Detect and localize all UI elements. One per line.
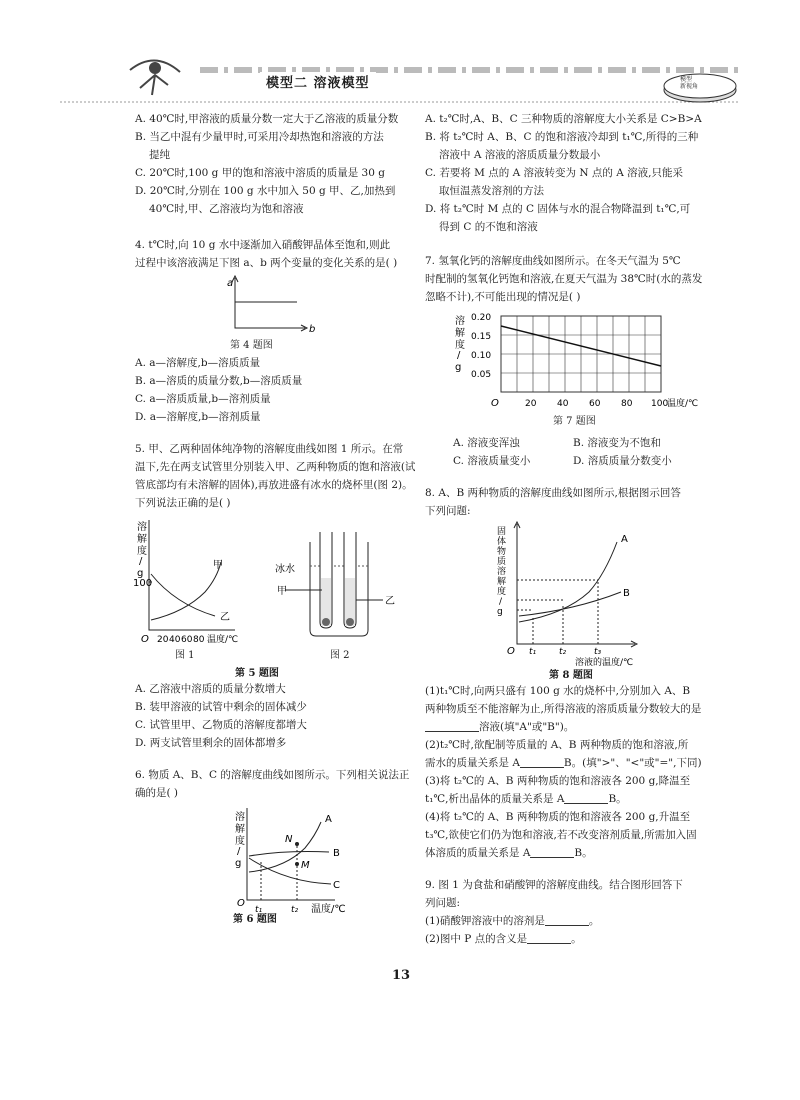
q8-line-fill: 体溶质的质量关系是 A B。 [425, 847, 593, 859]
svg-text:/: / [457, 350, 461, 361]
q7-ytick: 0.15 [471, 332, 492, 342]
q6-option: D. 将 t₂℃时 M 点的 C 固体与水的混合物降温到 t₁℃,可 [425, 203, 691, 215]
svg-text:g: g [137, 568, 144, 579]
q8-blank-4[interactable] [530, 845, 574, 858]
q5-option: B. 装甲溶液的试管中剩余的固体减少 [135, 701, 307, 713]
q6-figure [135, 802, 415, 927]
q9-line-fill: (1)硝酸钾溶液中的溶剂是 。 [425, 915, 600, 927]
svg-text:溶: 溶 [455, 316, 465, 327]
svg-text:溶: 溶 [235, 812, 245, 823]
header [60, 40, 740, 110]
q6-ylabel [235, 810, 245, 869]
q8-line: (2)t₂℃时,欲配制等质量的 A、B 两种物质的饱和溶液,所 [425, 739, 689, 751]
q4-axis-a: a [227, 278, 234, 289]
q5-fig1-y100: 100 [133, 578, 153, 589]
q5-stem: 5. 甲、乙两种固体纯净物的溶解度曲线如图 1 所示。在常 [135, 443, 404, 455]
q3-option: 提纯 [149, 149, 170, 161]
q7-stem: 7. 氢氧化钙的溶解度曲线如图所示。在冬天气温为 5℃ [425, 255, 681, 267]
q8-curve-a [519, 542, 617, 622]
q6-t1: t₁ [255, 905, 263, 915]
q3-option: B. 当乙中混有少量甲时,可采用冷却热饱和溶液的方法 [135, 131, 384, 143]
q7-option: B. 溶液变为不饱和 [573, 437, 661, 449]
q3-option: C. 20℃时,100 g 甲的饱和溶液中溶质的质量是 30 g [135, 167, 385, 179]
q5-fig2-beaker [285, 532, 383, 636]
q5-fig1-yi: 乙 [220, 612, 230, 623]
q5-figures [135, 512, 415, 680]
q8-blank-2[interactable] [520, 755, 564, 768]
q4-option: A. a—溶解度,b—溶质质量 [135, 357, 261, 369]
q9-stem: 列问题: [425, 897, 461, 909]
archer-logo-icon [130, 60, 180, 95]
svg-text:度: 度 [455, 340, 465, 351]
q9-blank-1[interactable] [545, 913, 589, 926]
q6-caption: 第 6 题图 [233, 914, 277, 925]
q5-fig1-caption: 图 1 [175, 650, 195, 661]
q6-option: 溶液中 A 溶液的溶质质量分数最小 [439, 149, 601, 161]
q5-fig2-ice: 冰水 [275, 564, 295, 575]
q7-stem: 忽略不计),不可能出现的情况是( ) [425, 291, 581, 303]
q4-figure [135, 272, 415, 354]
q7-origin: O [491, 398, 499, 409]
q8-label-b: B [623, 588, 630, 599]
q5-fig1-ylabel [137, 520, 147, 579]
q5-fig1-xtick: 60 [181, 635, 193, 645]
svg-text:度: 度 [497, 587, 507, 597]
q6-curve-b [249, 852, 329, 857]
q6-label-b: B [333, 848, 340, 859]
q3-option: A. 40℃时,甲溶液的质量分数一定大于乙溶液的质量分数 [135, 113, 399, 125]
q6-option: C. 若要将 M 点的 A 溶液转变为 N 点的 A 溶液,只能采 [425, 167, 683, 179]
page-number: 13 [392, 968, 411, 983]
q5-stem: 管底部均有未溶解的固体),再放进盛有冰水的烧杯里(图 2)。 [135, 479, 413, 491]
svg-text:解: 解 [497, 577, 507, 587]
q4-axis-b: b [309, 324, 316, 335]
q5-curve-yi [151, 574, 215, 616]
q8-xlabel: 溶液的温度/℃ [575, 658, 634, 668]
q6-stem: 确的是( ) [135, 787, 179, 799]
q6-label-n: N [285, 834, 293, 845]
q6-option: B. 将 t₂℃时 A、B、C 的饱和溶液冷却到 t₁℃,所得的三种 [425, 131, 699, 143]
q4-stem: 4. t℃时,向 10 g 水中逐渐加入硝酸钾晶体至饱和,则此 [135, 239, 391, 251]
q4-option: B. a—溶质的质量分数,b—溶质质量 [135, 375, 303, 387]
q7-xtick: 40 [557, 399, 569, 409]
svg-text:溶: 溶 [497, 567, 507, 577]
q5-fig1-xlabel: 温度/℃ [207, 635, 239, 645]
q5-fig2-jia: 甲 [277, 586, 287, 597]
svg-text:固: 固 [497, 527, 507, 537]
q7-ylabel [455, 314, 465, 373]
svg-text:度: 度 [137, 546, 147, 557]
q7-xtick: 20 [525, 399, 537, 409]
q8-blank-1[interactable] [425, 719, 479, 732]
q7-options-row [425, 434, 695, 452]
q8-line: (3)将 t₂℃的 A、B 两种物质的饱和溶液各 200 g,降温至 [425, 775, 691, 787]
q5-fig1-xtick: 20 [157, 635, 169, 645]
q5-fig2-yi: 乙 [385, 596, 395, 607]
svg-text:物: 物 [497, 547, 507, 557]
q7-ytick: 0.20 [471, 313, 492, 323]
q5-caption: 第 5 题图 [235, 668, 279, 679]
svg-text:g: g [455, 362, 462, 373]
q6-option: A. t₂℃时,A、B、C 三种物质的溶解度大小关系是 C>B>A [425, 113, 702, 125]
q8-ylabel [497, 526, 506, 617]
svg-text:解: 解 [137, 534, 147, 545]
q8-t2: t₂ [559, 647, 567, 657]
q5-fig1-origin: O [141, 634, 149, 645]
q5-fig1-xtick: 40 [169, 635, 181, 645]
left-column [135, 110, 415, 927]
q7-options-row [425, 452, 695, 470]
q6-origin: O [237, 898, 245, 909]
svg-text:/: / [139, 556, 143, 567]
q6-label-c: C [333, 880, 340, 891]
q3-option: D. 20℃时,分别在 100 g 水中加入 50 g 甲、乙,加热到 [135, 185, 396, 197]
q7-xtick: 100 [651, 399, 669, 409]
header-decoration [60, 40, 740, 110]
q8-line: (1)t₁℃时,向两只盛有 100 g 水的烧杯中,分别加入 A、B [425, 685, 691, 697]
svg-text:溶: 溶 [137, 522, 147, 533]
q5-fig2-caption: 图 2 [330, 650, 350, 661]
header-title: 模型二 溶液模型 [260, 72, 376, 91]
q4-caption: 第 4 题图 [230, 340, 273, 351]
q8-stem: 下列问题: [425, 505, 471, 517]
q8-figure [425, 520, 695, 682]
svg-text:解: 解 [455, 328, 465, 339]
q6-label-a: A [325, 814, 332, 825]
q7-grid [501, 316, 661, 392]
q7-figure [425, 306, 699, 434]
q7-ytick: 0.10 [471, 351, 492, 361]
q5-curve-jia [151, 562, 221, 620]
svg-text:g: g [497, 607, 503, 617]
q7-option: C. 溶液质量变小 [453, 455, 531, 467]
q6-option: 取恒温蒸发溶剂的方法 [439, 185, 544, 197]
badge-icon [664, 74, 736, 102]
q8-line: t₃℃,欲使它们仍为饱和溶液,若不改变溶剂质量,所需加入固 [425, 829, 697, 841]
q7-caption: 第 7 题图 [553, 416, 596, 427]
header-badge: 模型 新视角 [680, 76, 699, 90]
right-column [425, 110, 703, 948]
q8-t1: t₁ [529, 647, 537, 657]
svg-text:质: 质 [497, 557, 507, 567]
q5-stem: 下列说法正确的是( ) [135, 497, 231, 509]
q9-stem: 9. 图 1 为食盐和硝酸钾的溶解度曲线。结合图形回答下 [425, 879, 683, 891]
q6-xlabel: 温度/℃ [311, 904, 346, 915]
q8-t3: t₃ [594, 647, 602, 657]
q6-option: 得到 C 的不饱和溶液 [439, 221, 538, 233]
q7-stem: 时配制的氢氧化钙饱和溶液,在夏天气温为 38℃时(水的蒸发 [425, 273, 703, 285]
q8-line-fill: t₁℃,析出晶体的质量关系是 A B。 [425, 793, 627, 805]
q3-option: 40℃时,甲、乙溶液均为饱和溶液 [149, 203, 304, 215]
svg-text:解: 解 [235, 824, 245, 835]
q8-line: 两种物质至不能溶解为止,所得溶液的溶质质量分数较大的是 [425, 703, 702, 715]
q7-option: D. 溶质质量分数变小 [573, 455, 672, 467]
q8-caption: 第 8 题图 [549, 670, 593, 681]
svg-text:体: 体 [497, 537, 507, 547]
q8-line: (4)将 t₂℃的 A、B 两种物质的饱和溶液各 200 g,升温至 [425, 811, 691, 823]
q8-origin: O [507, 646, 515, 657]
q6-stem: 6. 物质 A、B、C 的溶解度曲线如图所示。下列相关说法正 [135, 769, 410, 781]
q7-xtick: 80 [621, 399, 633, 409]
q8-line-fill: 溶液(填"A"或"B")。 [425, 718, 695, 736]
q8-blank-3[interactable] [564, 791, 608, 804]
q5-option: D. 两支试管里剩余的固体都增多 [135, 737, 287, 749]
q4-stem: 过程中该溶液满足下图 a、b 两个变量的变化关系的是( ) [135, 257, 398, 269]
svg-text:/: / [237, 846, 241, 857]
q4-option: D. a—溶解度,b—溶剂质量 [135, 411, 261, 423]
q5-fig1-xtick: 80 [193, 635, 205, 645]
q7-xtick: 60 [589, 399, 601, 409]
q8-line-fill: 需水的质量关系是 A B。(填">"、"<"或"=",下同) [425, 757, 702, 769]
q8-label-a: A [621, 534, 628, 545]
svg-text:g: g [235, 858, 242, 869]
q6-label-m: M [301, 860, 310, 871]
q7-xlabel: 温度/℃ [667, 399, 699, 409]
q7-option: A. 溶液变浑浊 [453, 437, 520, 449]
q7-ytick: 0.05 [471, 370, 492, 380]
q5-option: A. 乙溶液中溶质的质量分数增大 [135, 683, 286, 695]
q8-curve-b [519, 592, 621, 616]
q9-line-fill: (2)图中 P 点的含义是 。 [425, 933, 582, 945]
q9-blank-2[interactable] [527, 931, 571, 944]
q5-stem: 温下,先在两支试管里分别装入甲、乙两种物质的饱和溶液(试 [135, 461, 416, 473]
q6-t2: t₂ [291, 905, 299, 915]
q5-fig1-jia: 甲 [213, 560, 223, 571]
svg-text:度: 度 [235, 836, 245, 847]
q4-option: C. a—溶质质量,b—溶剂质量 [135, 393, 271, 405]
q8-stem: 8. A、B 两种物质的溶解度曲线如图所示,根据图示回答 [425, 487, 681, 499]
svg-text:/: / [499, 597, 503, 607]
q5-option: C. 试管里甲、乙物质的溶解度都增大 [135, 719, 307, 731]
